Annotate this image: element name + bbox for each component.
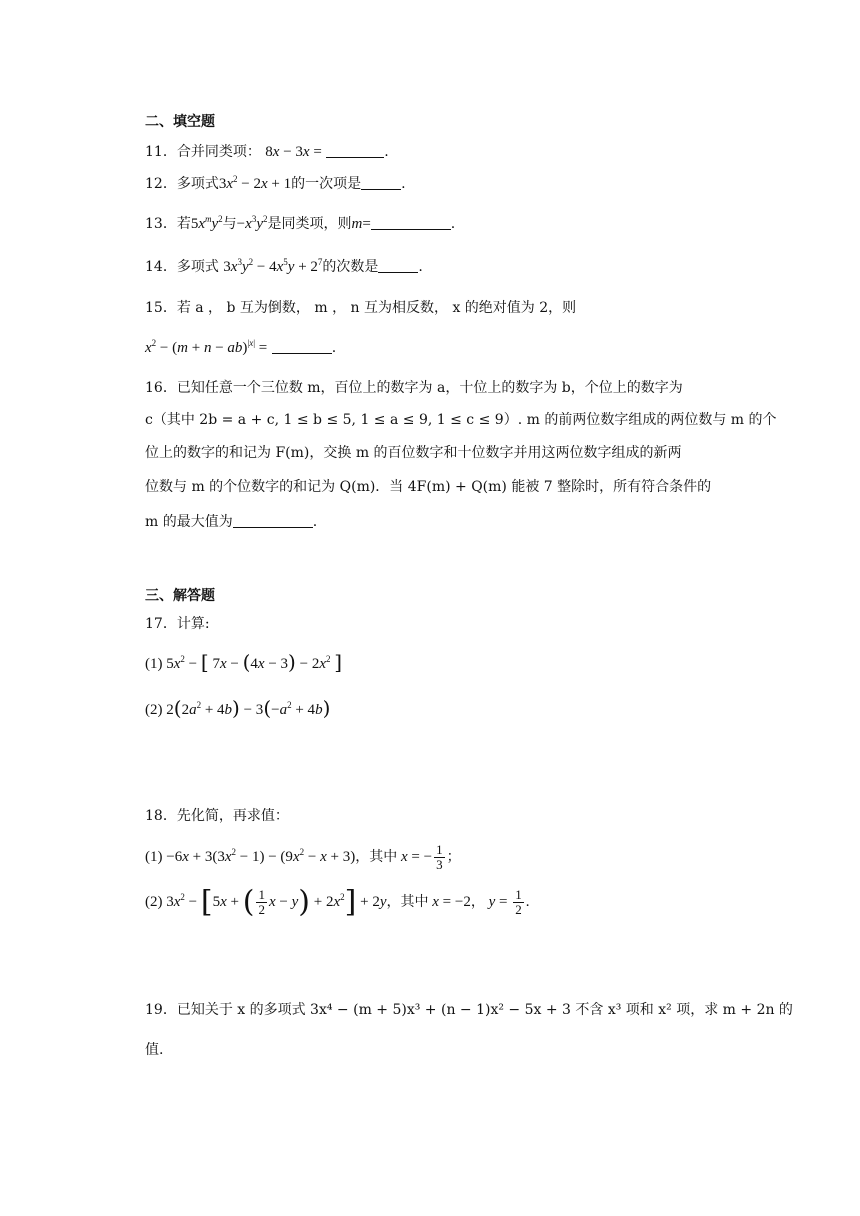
q13-mid1: 与 — [222, 216, 237, 232]
q12-answer-blank[interactable] — [361, 175, 401, 190]
q11-answer-blank[interactable] — [326, 143, 384, 158]
question-12 — [145, 174, 406, 194]
question-19-line2: 值. — [145, 1042, 164, 1058]
question-17-part2: (2) $2(2a^2 + 4b) - 3(-a^2 + 4b)$ — [145, 696, 331, 720]
question-18-title: 18．先化简，再求值： — [145, 808, 289, 824]
q15-answer-blank[interactable] — [272, 339, 332, 354]
q12-mid: 的一次项是 — [291, 176, 362, 192]
question-14 — [145, 257, 423, 277]
q14-answer-blank[interactable] — [378, 258, 418, 273]
q13-variable: m= — [351, 216, 371, 232]
q18-fraction-one-half: $\frac{1}{2}$ — [515, 887, 522, 917]
q13-start: 13．若 — [145, 216, 191, 232]
question-16-line2: c（其中 2b = a + c, 1 ≤ b ≤ 5, 1 ≤ a ≤ 9, 1 ≤ c ≤ 9）. m 的前两位数字组成的两位数与 m 的个 — [145, 412, 777, 428]
q15-expression: $x^2 - (m + n - ab)^{|x|}$ = — [145, 338, 268, 356]
q13-mid2: 是同类项，则 — [267, 216, 352, 232]
question-15-line1: 15．若 a ， b 互为倒数， m ， n 互为相反数， x 的绝对值为 2，则 — [145, 300, 577, 316]
q16-answer-blank[interactable] — [233, 513, 313, 528]
question-16-line1: 16．已知任意一个三位数 m，百位上的数字为 a，十位上的数字为 b，个位上的数字为 — [145, 380, 683, 396]
q11-expression: 8x − 3x = — [265, 144, 322, 160]
question-16-line3: 位上的数字的和记为 F(m)，交换 m 的百位数字和十位数字并用这两位数字组成的新两 — [145, 445, 682, 461]
question-11 — [145, 142, 389, 162]
q11-period: . — [384, 144, 389, 160]
q13-term-a: $5x^my^2$ — [190, 214, 223, 232]
question-15-line2 — [145, 338, 336, 358]
q13-answer-blank[interactable] — [371, 215, 451, 230]
section-3-heading: 三、解答题 — [145, 588, 215, 604]
q11-text: 11．合并同类项： — [145, 144, 261, 160]
q13-period: . — [450, 216, 456, 232]
q16-line5-text: m 的最大值为 — [145, 514, 233, 530]
question-17-title: 17．计算: — [145, 616, 210, 632]
question-19-line1: 19．已知关于 x 的多项式 3x⁴ − (m + 5)x³ + (n − 1)x² − 5x + 3 不含 x³ 项和 x² 项，求 m + 2n 的 — [145, 1002, 793, 1018]
q12-expression: $3x^2 - 2x + 1$ — [218, 174, 292, 192]
q14-period: . — [418, 259, 423, 275]
section-2-heading: 二、填空题 — [145, 114, 215, 130]
q12-period: . — [401, 176, 406, 192]
question-18-part2: (2) $3x^2 - [5x$ + ( $\frac{1}{2}$ $x - y) + 2x^2] + 2y$，其中 x = −2， y = $\frac{1}{2}$ . — [145, 884, 530, 920]
q14-mid: 的次数是 — [322, 259, 379, 275]
q16-period: . — [312, 514, 318, 530]
q14-start: 14．多项式 — [145, 259, 219, 275]
q14-expression: $3x^3y^2 - 4x^5y + 2^7$ — [223, 257, 323, 275]
q12-start: 12．多项式 — [145, 176, 219, 192]
q15-period: . — [331, 340, 337, 356]
question-16-line5 — [145, 512, 317, 532]
question-18-part1: $(1) -6x + 3(3x^2 - 1) - (9x^2 - x + 3)$，其中 x = − $\frac{1}{3}$ ； — [145, 842, 461, 872]
q13-term-b: $-x^3y^2$ — [236, 214, 268, 232]
question-13 — [145, 214, 455, 234]
question-17-part1: (1) $5x^2$ − [ $7x - (4x - 3) - 2x^2$ ] — [145, 650, 343, 674]
q18-fraction-one-third: $\frac{1}{3}$ — [436, 842, 443, 872]
question-16-line4: 位数与 m 的个位数字的和记为 Q(m)．当 4F(m) + Q(m) 能被 7 整除时，所有符合条件的 — [145, 479, 712, 495]
